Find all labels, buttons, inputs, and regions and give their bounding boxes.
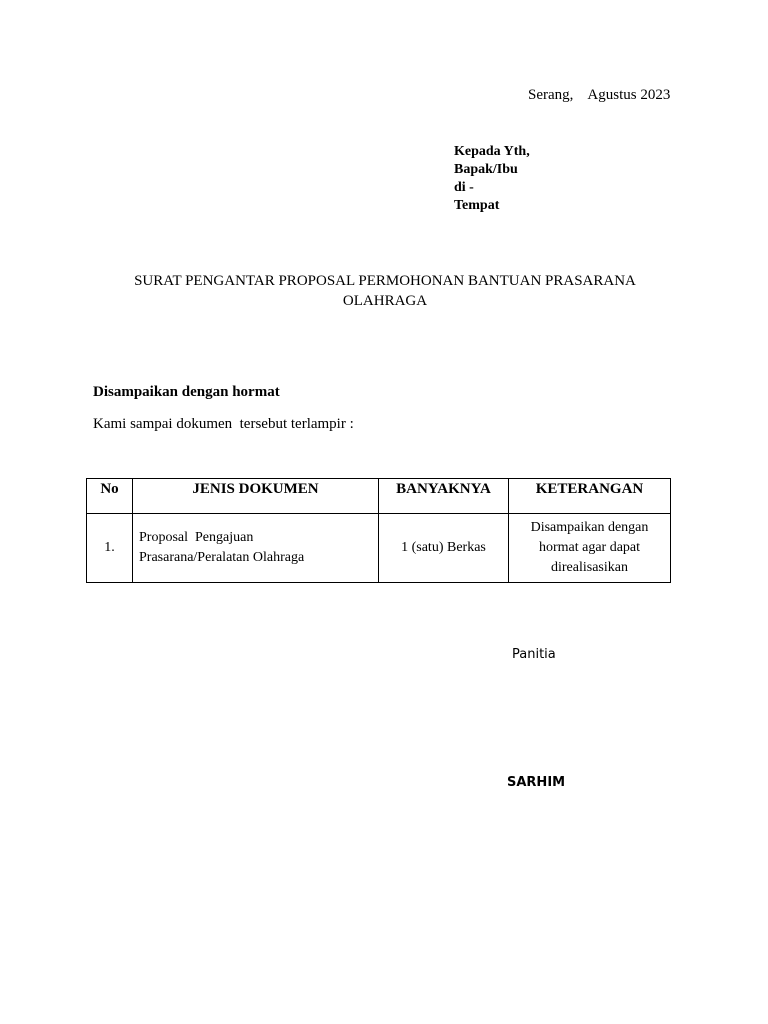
title-line-2: OLAHRAGA: [342, 293, 428, 309]
greeting: Disampaikan dengan hormat: [93, 384, 280, 400]
cell-no: 1.: [87, 514, 133, 583]
title-line-1: SURAT PENGANTAR PROPOSAL PERMOHONAN BANTUAN PRASARANA: [134, 273, 636, 289]
header-banyaknya: BANYAKNYA: [379, 479, 509, 514]
table-header-row: [87, 479, 671, 514]
recipient-line-3: di -: [454, 180, 474, 195]
table-row: [87, 514, 671, 583]
letter-date: [528, 87, 670, 104]
recipient-block: [454, 143, 530, 215]
signature-role: Panitia: [512, 647, 556, 662]
document-table: [86, 478, 671, 583]
cell-jenis-dokumen: [133, 514, 379, 583]
jenis-line-2: Prasarana/Peralatan Olahraga: [139, 550, 305, 565]
ket-line-1: Disampaikan dengan: [530, 520, 649, 535]
signature-name: SARHIM: [507, 775, 566, 790]
header-keterangan: KETERANGAN: [509, 479, 671, 514]
date-city: Serang,: [528, 87, 574, 103]
cell-keterangan: [509, 514, 671, 583]
intro-text: Kami sampai dokumen tersebut terlampir :: [93, 416, 354, 432]
cell-banyaknya: 1 (satu) Berkas: [379, 514, 509, 583]
recipient-line-4: Tempat: [454, 198, 500, 213]
recipient-line-2: Bapak/Ibu: [454, 162, 518, 177]
jenis-line-1: Proposal Pengajuan: [139, 530, 254, 545]
letter-title: [90, 271, 680, 311]
recipient-line-1: Kepada Yth,: [454, 144, 530, 159]
header-jenis-dokumen: JENIS DOKUMEN: [133, 479, 379, 514]
ket-line-3: direalisasikan: [551, 560, 628, 575]
header-no: No: [87, 479, 133, 514]
date-value: Agustus 2023: [587, 87, 671, 103]
ket-line-2: hormat agar dapat: [538, 540, 641, 555]
